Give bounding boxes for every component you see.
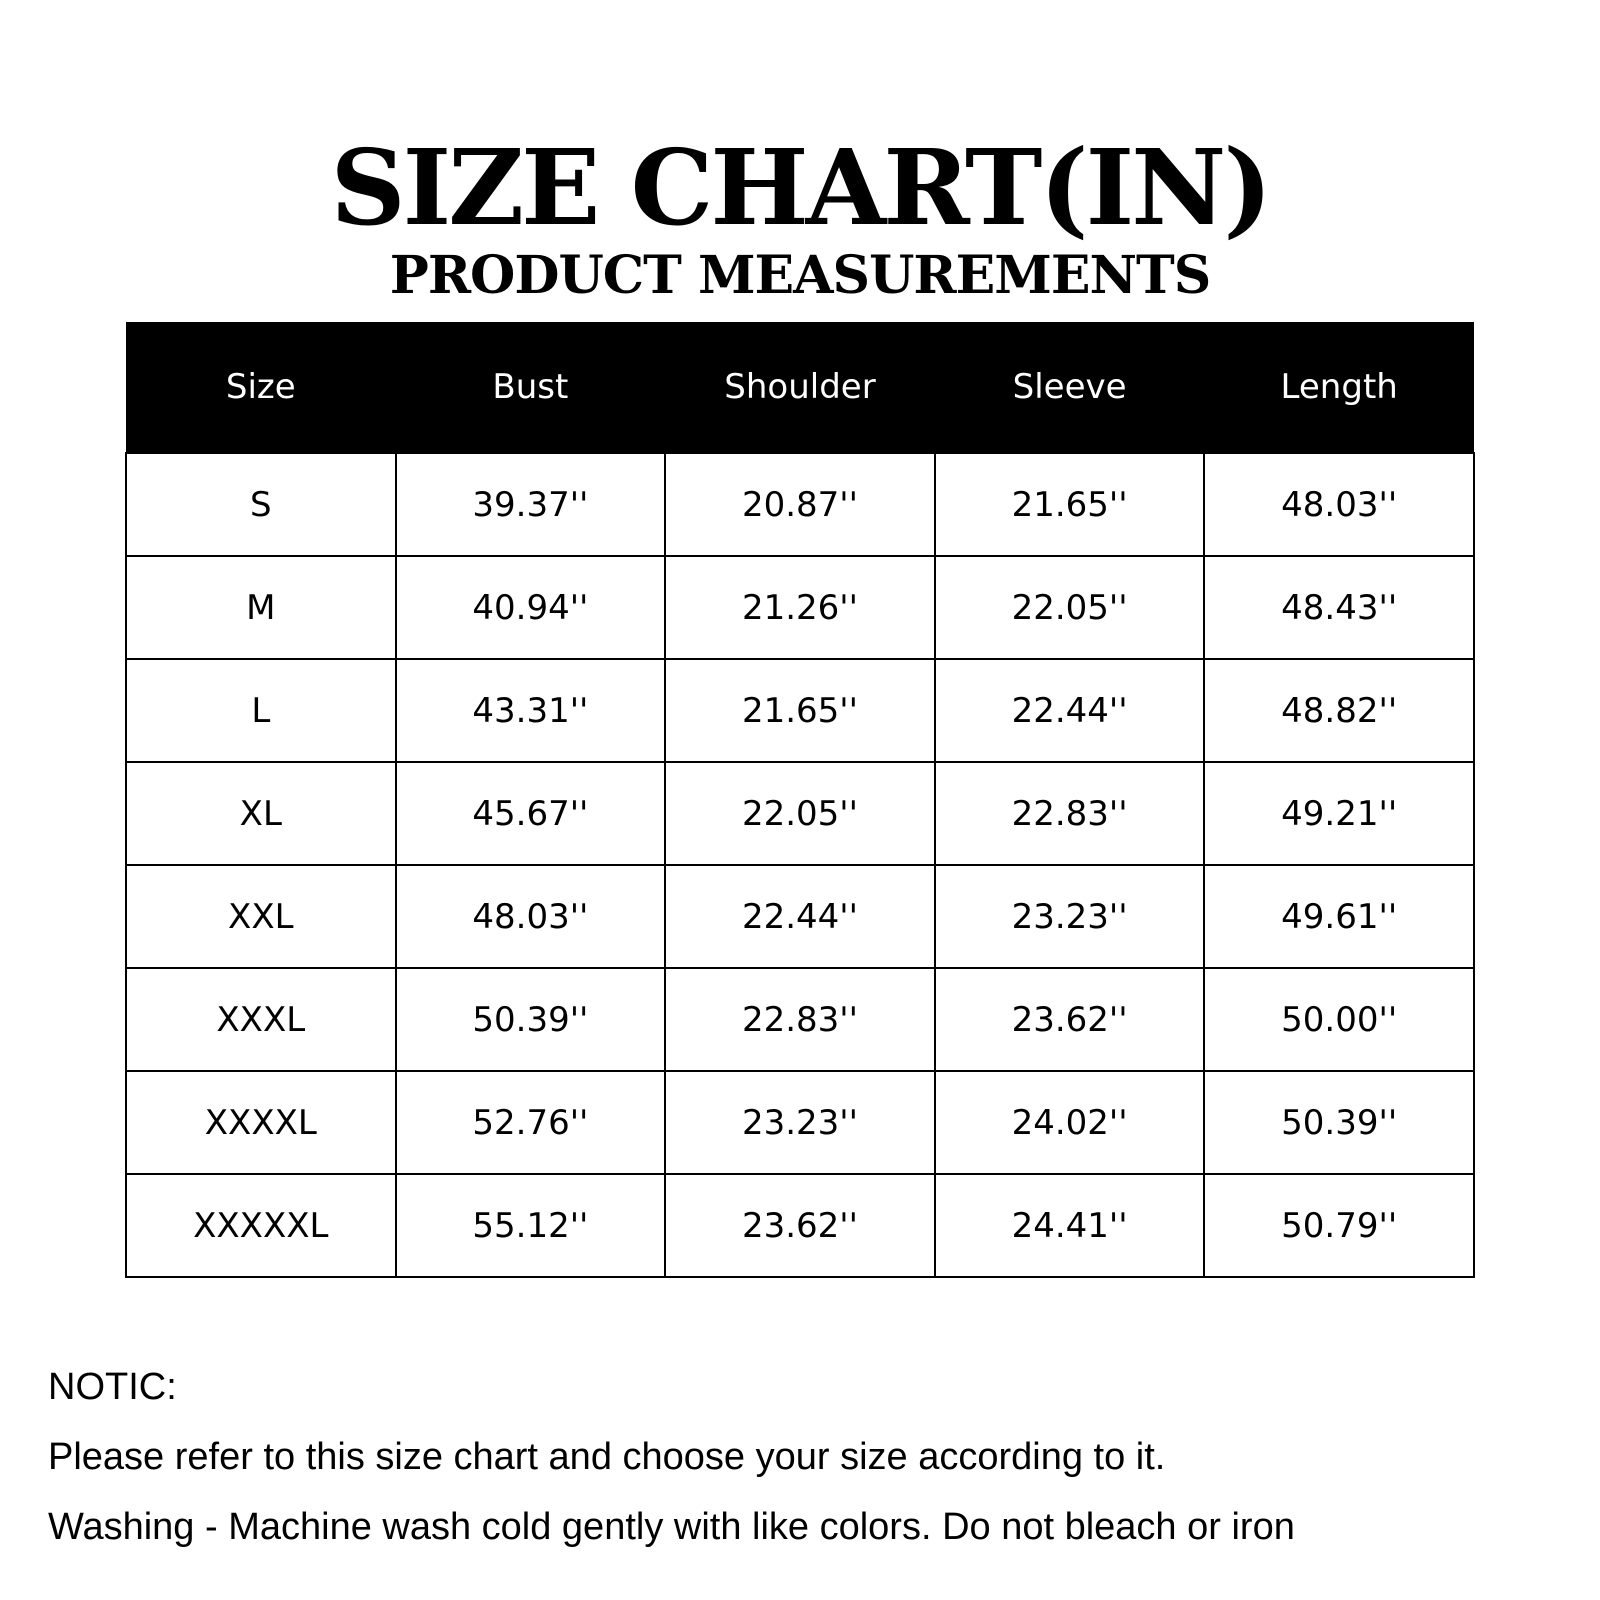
table-row — [126, 1071, 1474, 1174]
table-row — [126, 453, 1474, 556]
table-cell-bust: 48.03'' — [396, 865, 666, 968]
notice-line-washing: Washing - Machine wash cold gently with like colors. Do not bleach or iron — [48, 1506, 1295, 1548]
table-cell-size: XXXXL — [126, 1071, 396, 1174]
table-row — [126, 556, 1474, 659]
table-cell-length: 50.00'' — [1204, 968, 1474, 1071]
table-row — [126, 1174, 1474, 1277]
table-cell-shoulder: 22.44'' — [665, 865, 935, 968]
column-header-sleeve: Sleeve — [935, 322, 1205, 453]
table-cell-length: 48.43'' — [1204, 556, 1474, 659]
page-subtitle: PRODUCT MEASUREMENTS — [389, 245, 1211, 306]
notice-section — [48, 1352, 1568, 1562]
table-cell-shoulder: 23.23'' — [665, 1071, 935, 1174]
table-cell-length: 50.79'' — [1204, 1174, 1474, 1277]
table-cell-sleeve: 22.05'' — [935, 556, 1205, 659]
table-cell-shoulder: 21.26'' — [665, 556, 935, 659]
table-cell-sleeve: 23.62'' — [935, 968, 1205, 1071]
column-header-shoulder: Shoulder — [665, 322, 935, 453]
table-cell-sleeve: 23.23'' — [935, 865, 1205, 968]
table-cell-sleeve: 24.41'' — [935, 1174, 1205, 1277]
table-cell-shoulder: 22.83'' — [665, 968, 935, 1071]
table-cell-length: 50.39'' — [1204, 1071, 1474, 1174]
table-cell-bust: 50.39'' — [396, 968, 666, 1071]
table-cell-sleeve: 21.65'' — [935, 453, 1205, 556]
table-cell-size: XXXL — [126, 968, 396, 1071]
table-row — [126, 968, 1474, 1071]
table-cell-length: 48.03'' — [1204, 453, 1474, 556]
table-cell-bust: 45.67'' — [396, 762, 666, 865]
table-header-row — [126, 322, 1474, 453]
table-cell-length: 48.82'' — [1204, 659, 1474, 762]
table-cell-size: M — [126, 556, 396, 659]
table-row — [126, 762, 1474, 865]
table-cell-size: XXXXXL — [126, 1174, 396, 1277]
table-cell-bust: 52.76'' — [396, 1071, 666, 1174]
table-cell-size: L — [126, 659, 396, 762]
table-cell-bust: 39.37'' — [396, 453, 666, 556]
table-cell-sleeve: 22.44'' — [935, 659, 1205, 762]
notice-heading: NOTIC: — [48, 1366, 177, 1408]
column-header-length: Length — [1204, 322, 1474, 453]
table-cell-shoulder: 22.05'' — [665, 762, 935, 865]
table-row — [126, 659, 1474, 762]
table-cell-length: 49.61'' — [1204, 865, 1474, 968]
table-cell-shoulder: 20.87'' — [665, 453, 935, 556]
table-row — [126, 865, 1474, 968]
table-cell-length: 49.21'' — [1204, 762, 1474, 865]
column-header-size: Size — [126, 322, 396, 453]
table-cell-bust: 40.94'' — [396, 556, 666, 659]
column-header-bust: Bust — [396, 322, 666, 453]
table-cell-sleeve: 22.83'' — [935, 762, 1205, 865]
table-cell-shoulder: 21.65'' — [665, 659, 935, 762]
table-cell-shoulder: 23.62'' — [665, 1174, 935, 1277]
size-chart-table — [125, 322, 1475, 1278]
notice-line-size-advice: Please refer to this size chart and choose your size according to it. — [48, 1436, 1166, 1478]
table-cell-size: XXL — [126, 865, 396, 968]
page-title: SIZE CHART(IN) — [330, 126, 1270, 249]
table-cell-bust: 43.31'' — [396, 659, 666, 762]
table-cell-bust: 55.12'' — [396, 1174, 666, 1277]
table-cell-size: S — [126, 453, 396, 556]
table-cell-size: XL — [126, 762, 396, 865]
table-cell-sleeve: 24.02'' — [935, 1071, 1205, 1174]
